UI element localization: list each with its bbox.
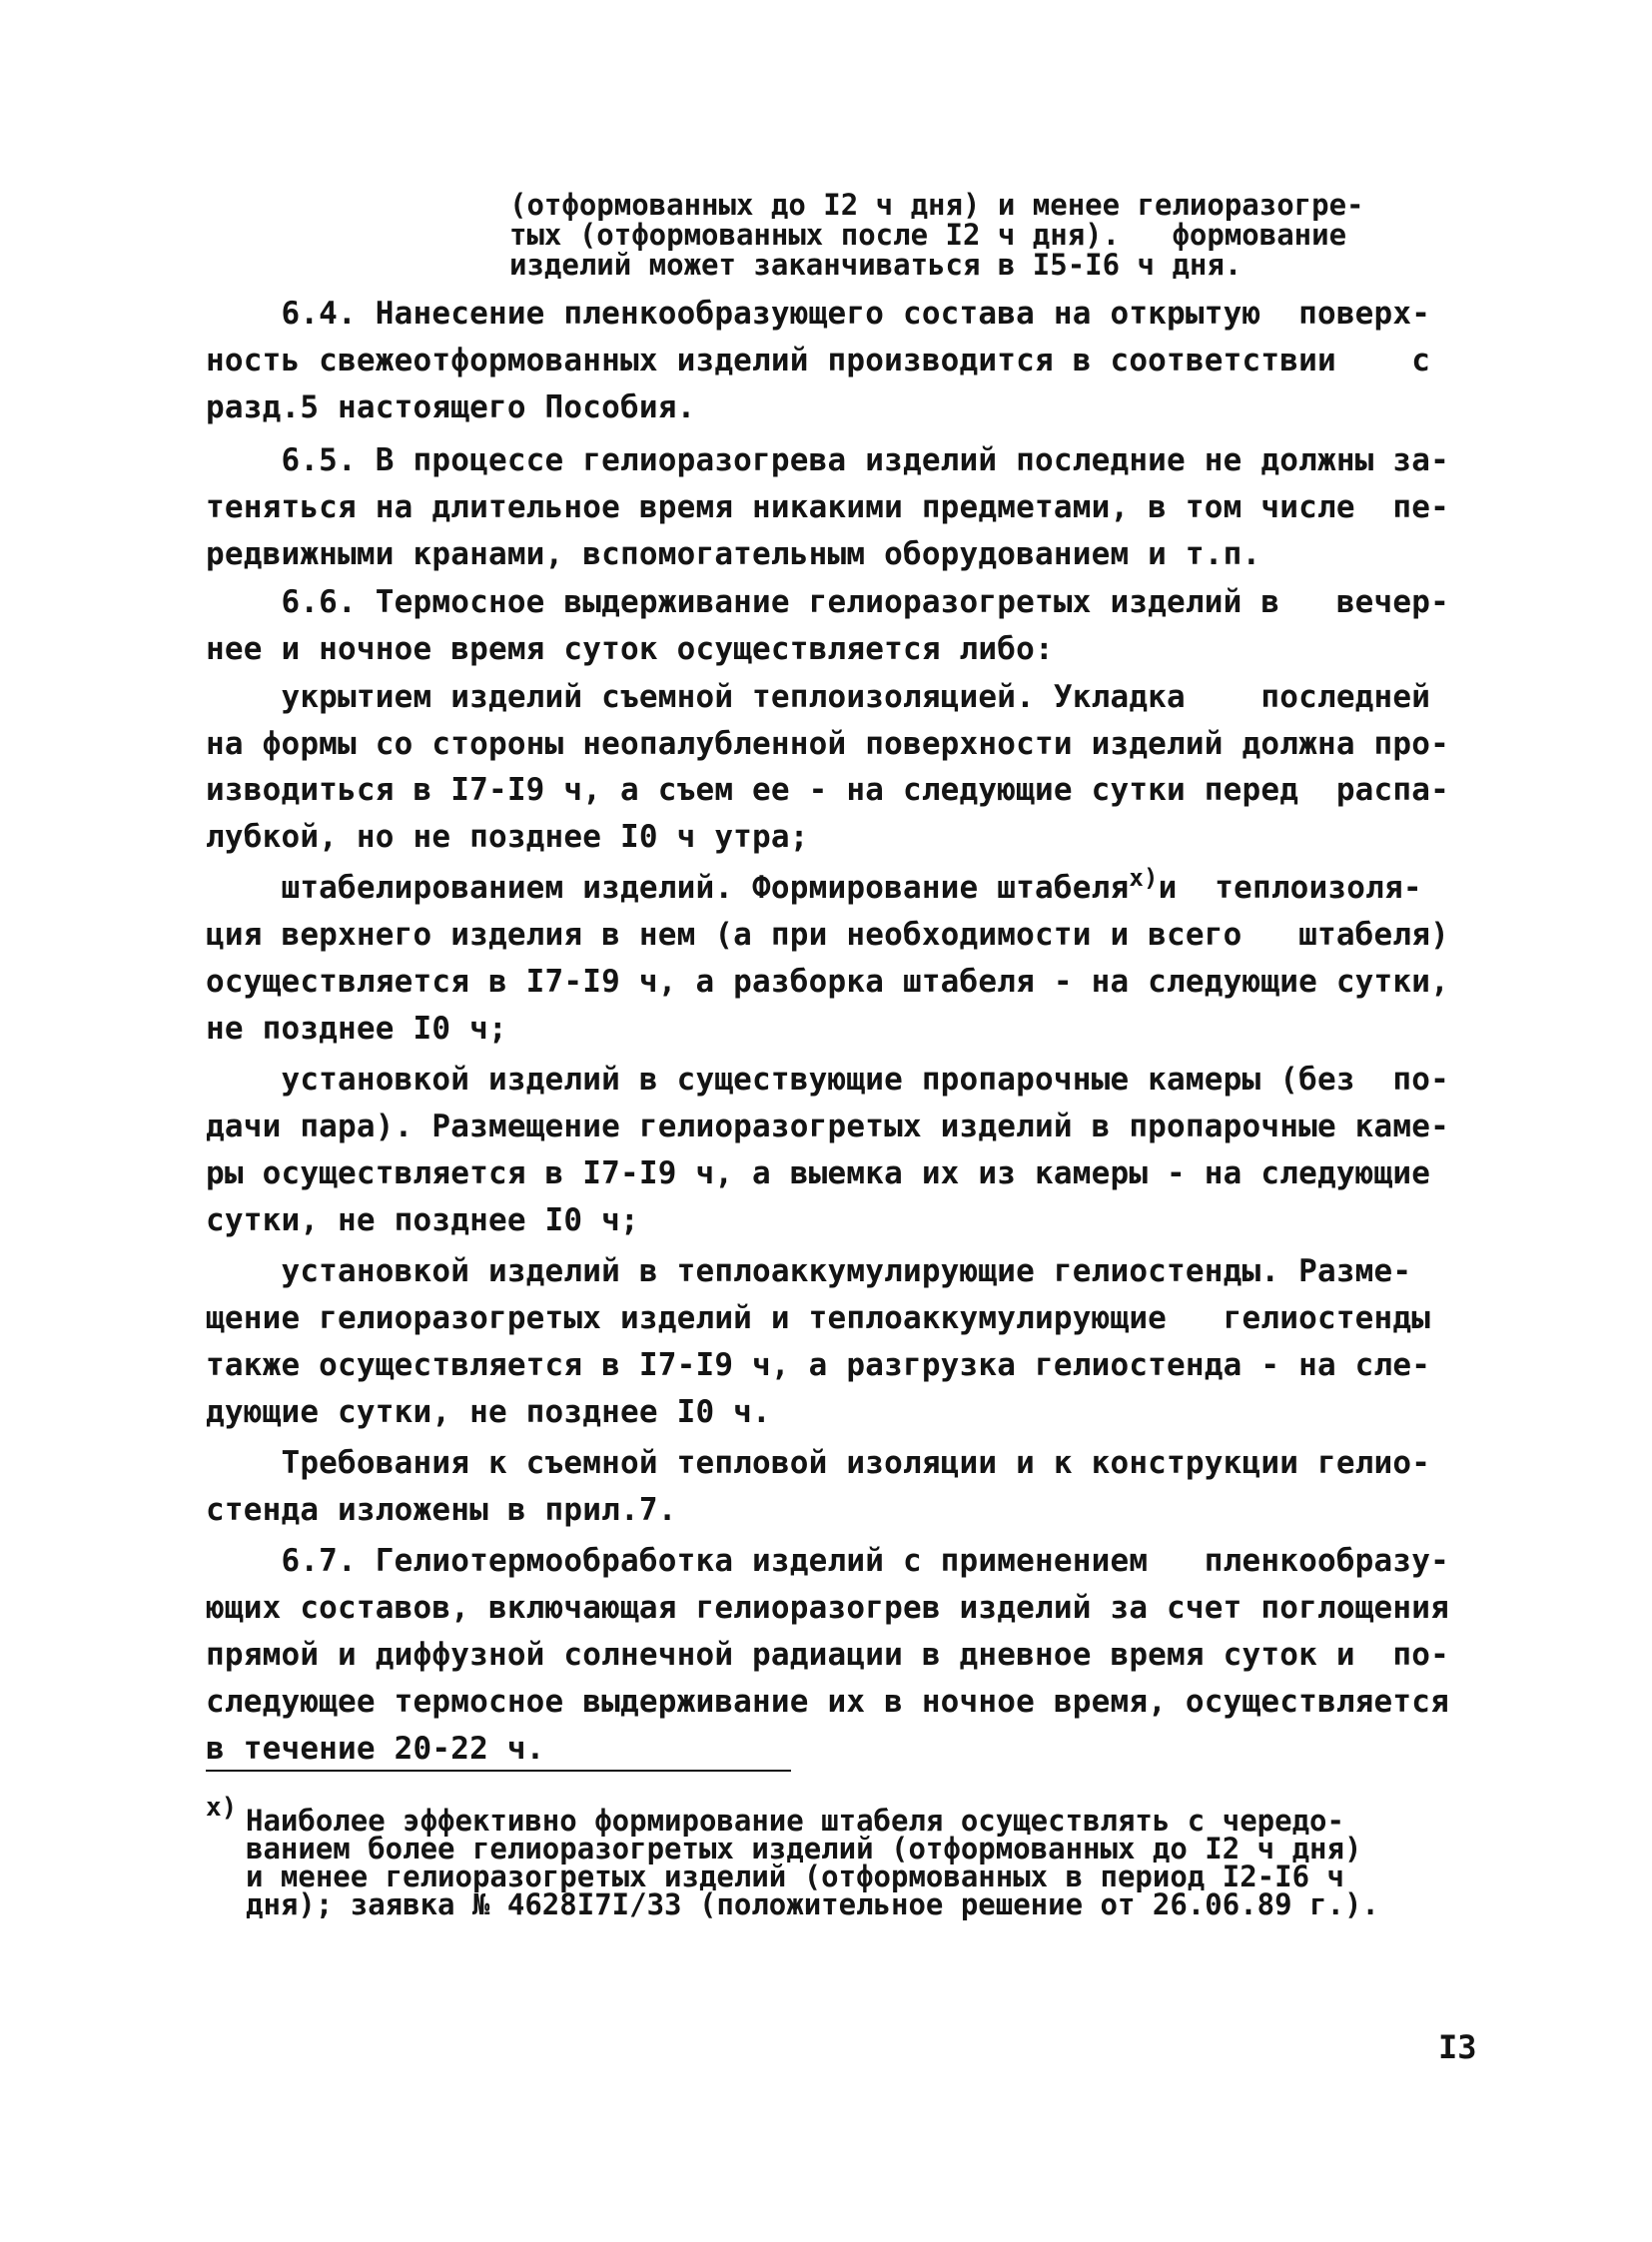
footnote-line: ванием более гелиоразогретых изделий (отформованных до I2 ч дня) [246,1832,1362,1866]
continuation-line: тых (отформованных после I2 ч дня). формование [509,218,1347,252]
option-cover-line: укрытием изделий съемной теплоизоляцией. Укладка последней [206,679,1431,715]
footnote-reference: x) [1129,864,1159,892]
paragraph-6-4-line: разд.5 настоящего Пособия. [206,389,696,425]
paragraph-6-4-line: 6.4. Нанесение пленкообразующего состава на открытую поверх- [206,296,1431,332]
paragraph-6-5-line: редвижными кранами, вспомогательным оборудованием и т.п. [206,536,1261,572]
requirements-line: стенда изложены в прил.7. [206,1492,677,1528]
option-stand-line: установкой изделий в теплоаккумулирующие гелиостенды. Разме- [206,1253,1412,1289]
footnote-line: дня); заявка № 4628I7I/33 (положительное решение от 26.06.89 г.). [246,1887,1379,1921]
footnote-line: Наиболее эффективно формирование штабеля осуществлять с чередо- [246,1804,1344,1838]
paragraph-6-7-line: 6.7. Гелиотермообработка изделий с применением пленкообразу- [206,1543,1449,1579]
paragraph-6-7-line: в течение 20-22 ч. [206,1731,545,1767]
continuation-line: изделий может заканчиваться в I5-I6 ч дня. [509,248,1242,282]
option-stack-line: осуществляется в I7-I9 ч, а разборка штабеля - на следующие сутки, [206,964,1449,1000]
option-stand-line: дующие сутки, не позднее I0 ч. [206,1394,771,1430]
footnote-marker: x) [206,1793,238,1823]
option-stack-line: не позднее I0 ч; [206,1011,507,1047]
paragraph-6-7-line: прямой и диффузной солнечной радиации в дневное время суток и по- [206,1637,1449,1673]
option-stack-text: штабелированием изделий. Формирование штабеля [206,870,1130,906]
option-chamber-line: дачи пара). Размещение гелиоразогретых изделий в пропарочные каме- [206,1109,1449,1144]
option-stack-tail: и теплоизоля- [1158,870,1422,906]
option-stack-line [206,865,1422,913]
paragraph-6-6-line: 6.6. Термосное выдерживание гелиоразогретых изделий в вечер- [206,584,1449,620]
option-chamber-line: установкой изделий в существующие пропарочные камеры (без по- [206,1062,1449,1098]
option-stand-line: щение гелиоразогретых изделий и теплоаккумулирующие гелиостенды [206,1300,1431,1336]
option-cover-line: на формы со стороны неопалубленной поверхности изделий должна про- [206,726,1449,762]
paragraph-6-7-line: следующее термосное выдерживание их в ночное время, осуществляется [206,1684,1449,1720]
requirements-line: Требования к съемной тепловой изоляции и к конструкции гелио- [206,1445,1431,1481]
option-cover-line: изводиться в I7-I9 ч, а съем ее - на следующие сутки перед распа- [206,772,1449,808]
option-stand-line: также осуществляется в I7-I9 ч, а разгрузка гелиостенда - на сле- [206,1347,1431,1383]
page-number: I3 [1438,2028,1477,2066]
paragraph-6-5-line: 6.5. В процессе гелиоразогрева изделий последние не должны за- [206,442,1449,478]
footnote-separator [206,1770,791,1772]
paragraph-6-6-line: нее и ночное время суток осуществляется либо: [206,631,1054,667]
paragraph-6-7-line: ющих составов, включающая гелиоразогрев изделий за счет поглощения [206,1590,1449,1626]
option-chamber-line: ры осуществляется в I7-I9 ч, а выемка их из камеры - на следующие [206,1155,1431,1191]
paragraph-6-5-line: теняться на длительное время никакими предметами, в том числе пе- [206,489,1449,525]
continuation-line: (отформованных до I2 ч дня) и менее гелиоразогре- [509,188,1364,222]
option-stack-line: ция верхнего изделия в нем (а при необходимости и всего штабеля) [206,917,1449,953]
option-chamber-line: сутки, не позднее I0 ч; [206,1202,639,1238]
paragraph-6-4-line: ность свежеотформованных изделий производится в соответствии с [206,343,1431,378]
option-cover-line: лубкой, но не позднее I0 ч утра; [206,819,809,855]
footnote-line: и менее гелиоразогретых изделий (отформованных в период I2-I6 ч [246,1860,1344,1893]
